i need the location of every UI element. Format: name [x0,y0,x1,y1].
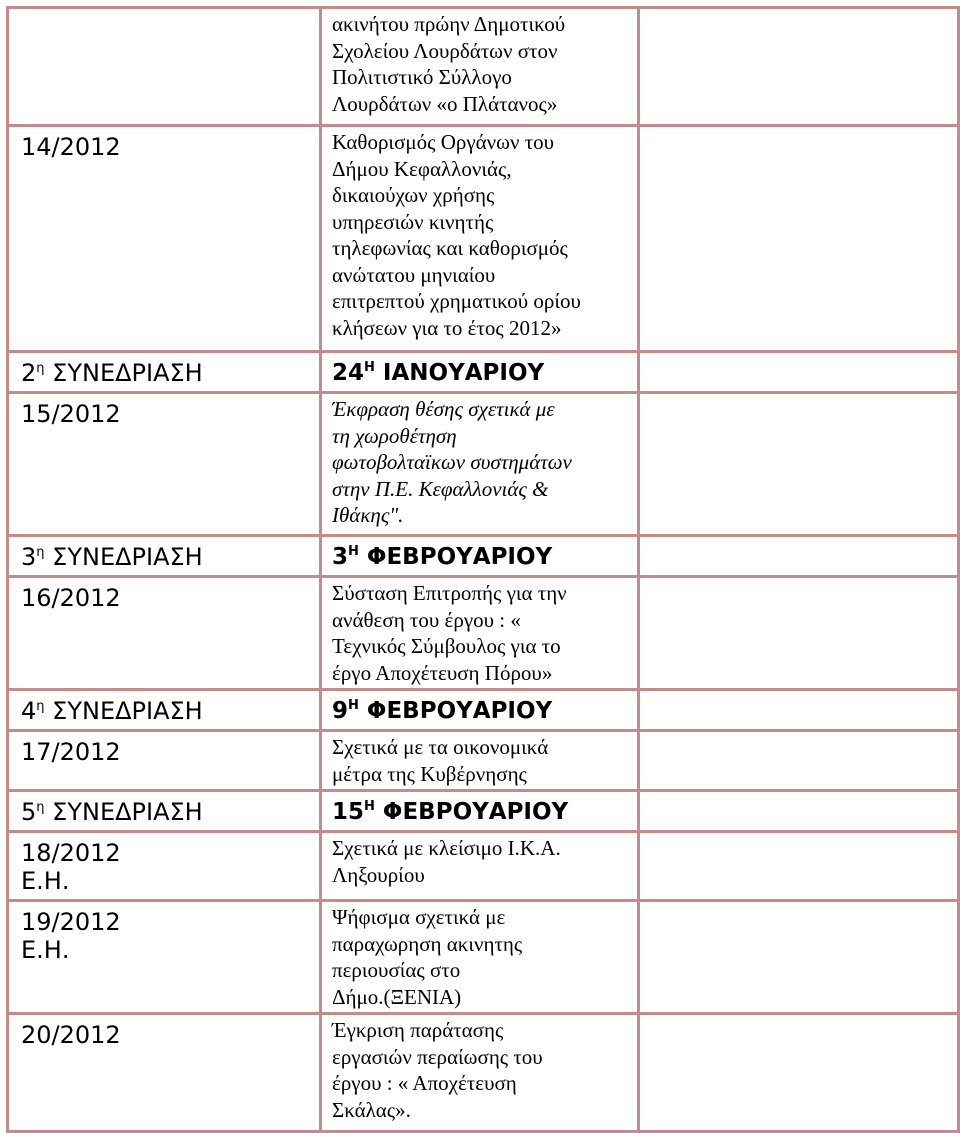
decision-number-line: 18/2012 [21,839,121,867]
decision-subject [322,833,637,890]
session-date-part: 15 [332,799,365,825]
decision-subject-line: Λουρδάτων «ο Πλάτανος» [332,91,558,116]
notes-cell [639,832,959,901]
session-date-part: ΙΑΝΟΥΑΡΙΟΥ [374,360,545,386]
decision-subject-line: ανάθεση του έργου : « [332,607,521,632]
notes-cell [639,536,959,577]
session-label-part: η [36,800,45,815]
decision-subject-line: Ληξουρίου [332,862,425,887]
decision-number [9,127,319,165]
session-date-part: ΦΕΒΡΟΥΑΡΙΟΥ [374,799,569,825]
decision-row [8,901,959,1014]
notes-cell [639,352,959,393]
decision-subject [322,578,637,688]
decision-number-line: 19/2012 [21,908,121,936]
decision-subject-line: Σχετικά με τα οικονομικά [332,735,549,759]
decision-subject-cell [321,577,639,690]
decision-subject-cell [321,393,639,536]
notes-cell [639,1014,959,1132]
decision-subject-cell [321,8,639,126]
session-label-part: η [36,699,45,714]
decision-number-line: Ε.Η. [21,936,70,964]
session-date-part: 9 [332,698,349,724]
decision-subject-cell [321,832,639,901]
session-label-part: ΣΥΝΕΔΡΙΑΣΗ [44,697,203,725]
session-label-part: η [36,361,45,376]
decision-subject-line: φωτοβολταϊκων συστημάτων [332,450,572,474]
session-number-cell [8,791,321,832]
decision-subject-line: έργο Αποχέτευση Πόρου» [332,660,553,685]
decision-subject [322,394,637,531]
notes-cell [639,690,959,731]
session-label [9,353,319,391]
session-date-part: 24 [332,360,365,386]
session-date [322,537,637,575]
decision-subject-line: Έκφραση θέσης σχετικά με [332,397,555,421]
decision-subject-line: εργασιών περαίωσης του [332,1044,543,1069]
session-date-part: 3 [332,544,349,570]
session-date-cell [321,536,639,577]
decision-row [8,8,959,126]
decisions-table [6,6,960,1133]
session-label [9,691,319,729]
decision-subject-line: Δήμο.(ΞΕΝΙΑ) [332,984,462,1009]
session-date-part: Η [348,698,359,713]
decision-subject-cell [321,126,639,352]
decision-subject-line: έργου : « Αποχέτευση [332,1071,517,1095]
decision-number [9,833,319,899]
decision-number-cell [8,393,321,536]
decision-subject-cell [321,1014,639,1132]
session-label-part: 5 [21,798,37,826]
decision-number [9,578,319,616]
decision-subject [322,127,637,343]
session-label-part: ΣΥΝΕΔΡΙΑΣΗ [44,798,203,826]
notes-cell [639,8,959,126]
decision-number [9,902,319,968]
decision-number-line: Ε.Η. [21,867,70,895]
session-label-part: 4 [21,697,37,725]
decision-subject-line: Ψήφισμα σχετικά με [332,905,506,929]
session-number-cell [8,690,321,731]
session-row [8,536,959,577]
decision-row [8,393,959,536]
decision-subject-line: Ιθάκης". [332,503,404,527]
decision-subject-line: παραχωρηση ακινητης [332,931,523,956]
decision-subject-line: Σκάλας». [332,1097,411,1122]
decision-subject [322,1015,637,1125]
session-label-part: 3 [21,543,37,571]
session-date [322,353,637,391]
decision-subject-line: υπηρεσιών κινητής [332,209,494,234]
session-row [8,791,959,832]
decision-number-cell [8,126,321,352]
decision-subject-line: δικαιούχων χρήσης [332,183,495,207]
session-label-part: ΣΥΝΕΔΡΙΑΣΗ [44,359,203,387]
decision-subject-cell [321,731,639,791]
notes-cell [639,577,959,690]
decision-number-line: 16/2012 [21,584,121,612]
decision-subject-line: Καθορισμός Οργάνων του [332,130,555,154]
session-row [8,352,959,393]
decision-number-cell [8,577,321,690]
session-date-cell [321,690,639,731]
session-number-cell [8,352,321,393]
decision-subject-line: ανώτατου μηνιαίου [332,262,496,287]
decision-row [8,731,959,791]
decision-subject-line: περιουσίας στο [332,958,461,982]
decision-subject-line: επιτρεπτού χρηματικού ορίου [332,289,581,313]
session-date-part: ΦΕΒΡΟΥΑΡΙΟΥ [358,544,553,570]
decision-subject-line: Σύσταση Επιτροπής για την [332,581,567,605]
decision-number-line: 14/2012 [21,133,121,161]
decision-subject-line: τη χωροθέτηση [332,423,457,448]
decision-number [9,394,319,432]
decision-subject-line: Τεχνικός Σύμβουλος για το [332,634,561,658]
decision-subject-line: Σχετικά με κλείσιμο Ι.Κ.Α. [332,836,561,860]
decision-number-cell [8,8,321,126]
decision-subject [322,902,637,1012]
session-date-cell [321,352,639,393]
decision-subject-line: Δήμου Κεφαλλονιάς, [332,156,512,181]
session-label-part: η [36,545,45,560]
decision-subject-line: τηλεφωνίας και καθορισμός [332,236,568,260]
session-date-part: Η [348,544,359,559]
decision-row [8,126,959,352]
decision-row [8,832,959,901]
session-date [322,792,637,830]
session-label-part: ΣΥΝΕΔΡΙΑΣΗ [44,543,203,571]
session-date-part: Η [364,360,375,375]
decision-row [8,577,959,690]
decision-number-cell [8,731,321,791]
decision-subject-line: ακινήτου πρώην Δημοτικού [332,12,566,36]
session-date [322,691,637,729]
decision-subject-line: κλήσεων για το έτος 2012» [332,315,562,340]
table-body [8,8,959,1132]
session-date-part: ΦΕΒΡΟΥΑΡΙΟΥ [358,698,553,724]
session-label-part: 2 [21,359,37,387]
decision-subject [322,732,637,789]
decision-subject-line: Σχολείου Λουρδάτων στον [332,38,558,63]
decision-number-cell [8,1014,321,1132]
notes-cell [639,901,959,1014]
notes-cell [639,791,959,832]
notes-cell [639,393,959,536]
decision-number [9,732,319,770]
session-number-cell [8,536,321,577]
notes-cell [639,731,959,791]
decision-number-line: 17/2012 [21,738,121,766]
decision-number-cell [8,832,321,901]
notes-cell [639,126,959,352]
decision-subject-line: στην Π.Ε. Κεφαλλονιάς & [332,476,549,501]
session-label [9,537,319,575]
session-date-cell [321,791,639,832]
decision-number-line: 15/2012 [21,400,121,428]
decision-subject-line: Έγκριση παράτασης [332,1018,504,1042]
session-row [8,690,959,731]
decision-row [8,1014,959,1132]
session-date-part: Η [364,799,375,814]
decision-subject-line: μέτρα της Κυβέρνησης [332,761,527,786]
decision-number-line: 20/2012 [21,1021,121,1049]
decision-number [9,1015,319,1053]
decision-number-cell [8,901,321,1014]
session-label [9,792,319,830]
decision-subject-line: Πολιτιστικό Σύλλογο [332,65,512,89]
decision-subject [322,9,637,119]
decision-subject-cell [321,901,639,1014]
